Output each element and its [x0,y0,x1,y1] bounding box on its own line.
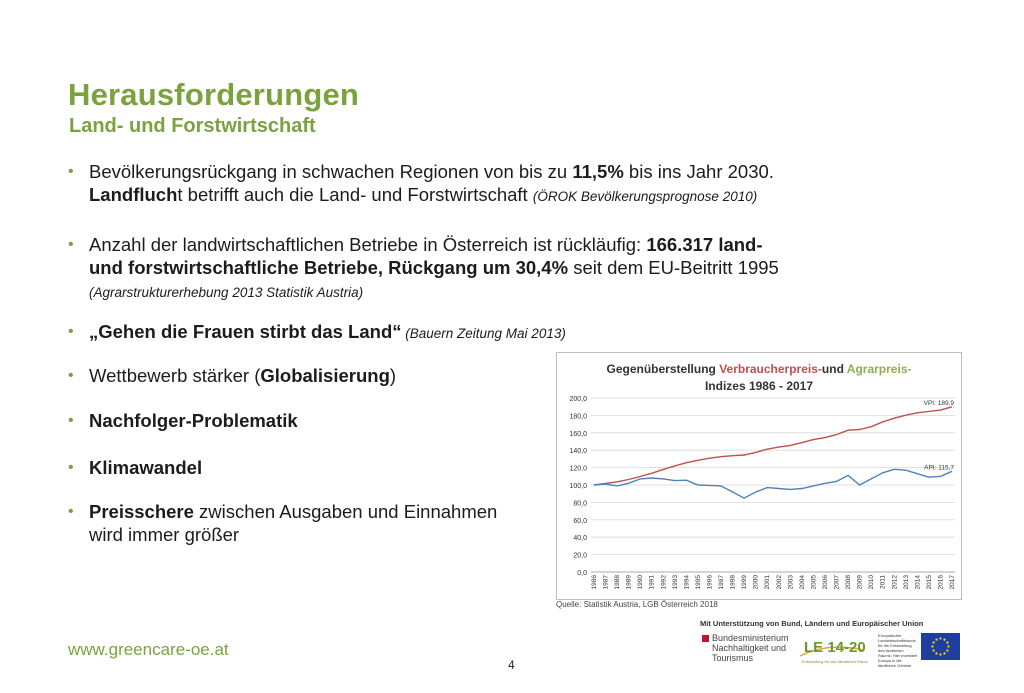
austria-flag-icon [702,635,709,642]
bullet-text: zwischen Ausgaben und Einnahmen [193,501,498,522]
le-logo [798,636,868,664]
eu-fund-text: Europäischer Landwirtschaftsfonds für die Entwicklung des ländlichen Raums: Hier investiert Europa in die ländlichen Gebiete [878,633,918,668]
x-tick-label: 2015 [925,575,933,590]
bullet-bold: und forstwirtschaftliche Betriebe, Rückgang um 30,4% [89,257,569,278]
x-tick-label: 2013 [902,575,910,590]
eu-flag-icon [921,633,960,660]
x-tick-label: 2010 [868,575,876,590]
x-tick-label: 1997 [718,575,726,590]
eu-star [939,637,941,639]
x-tick-label: 2005 [810,575,818,590]
bullet-text: bis ins Jahr 2030. [623,161,774,182]
bullet-bold: Globalisierung [260,365,390,386]
y-tick-label: 140,0 [569,448,587,456]
bullet-item [68,233,779,304]
x-tick-label: 1986 [591,575,598,590]
eu-star [935,652,937,654]
bullet-text: t betrifft auch die Land- und Forstwirtschaft [177,184,533,205]
series-end-label: VPI: 189,9 [923,399,954,407]
bullet-item [68,320,566,345]
y-tick-label: 100,0 [569,483,587,490]
eu-star [933,641,935,643]
bullet-source: (Agrarstrukturerhebung 2013 Statistik Austria) [89,285,364,300]
x-tick-label: 1998 [729,575,737,590]
bullet-bold: 11,5% [572,161,624,182]
eu-star [943,652,945,654]
x-tick-label: 1993 [671,575,679,590]
bullet-bold: Landfluch [89,184,178,205]
bullet-bold: Nachfolger-Problematik [89,410,298,431]
series-line-vpi [594,407,952,485]
x-tick-label: 2006 [821,575,829,590]
chart-title-part: Verbraucherpreis- [719,362,822,376]
x-tick-label: 1990 [637,575,645,590]
bullet-text: Wettbewerb stärker ( [89,365,261,386]
x-tick-label: 2008 [845,575,853,590]
eu-star [943,639,945,641]
series-line-api [594,469,952,498]
y-tick-label: 40,0 [573,535,587,543]
eu-star [935,639,937,641]
x-tick-label: 2001 [764,575,772,590]
slide-subtitle: Land- und Forstwirtschaft [69,115,316,137]
bullet-dot: • [68,163,74,180]
y-tick-label: 0,0 [577,570,587,577]
bullet-item [68,364,396,387]
bullet-dot: • [68,323,74,340]
bullet-dot: • [68,503,74,520]
eu-star [939,653,941,655]
bullet-item [68,456,202,479]
x-tick-label: 2009 [856,575,864,590]
ministry-logo [702,633,792,663]
x-tick-label: 1995 [694,575,702,590]
y-tick-label: 200,0 [569,396,587,403]
eu-star [947,645,949,647]
chart-title-part: Indizes 1986 - 2017 [704,379,814,393]
y-tick-label: 120,0 [569,465,587,473]
bullet-text: wird immer größer [89,524,240,545]
x-tick-label: 1987 [602,575,610,590]
eu-star [946,649,948,651]
ministry-line: Nachhaltigkeit und [712,643,787,653]
chart-title-part: Gegenüberstellung [606,362,720,376]
x-tick-label: 2000 [752,575,760,590]
x-tick-label: 2014 [914,575,922,590]
x-tick-label: 2012 [891,575,899,590]
y-tick-label: 180,0 [569,413,587,421]
x-tick-label: 2003 [787,575,795,590]
series-end-label: API: 115,7 [924,464,954,472]
bullet-item [68,500,539,546]
bullet-bold: „Gehen die Frauen stirbt das Land“ [89,321,402,342]
x-tick-label: 2011 [879,575,887,589]
bullet-text: seit dem EU-Beitritt 1995 [568,257,779,278]
bullet-dot: • [68,367,74,384]
slide-title: Herausforderungen [68,77,360,112]
bullet-dot: • [68,459,74,476]
bullet-dot: • [68,412,74,429]
eu-star [931,645,933,647]
x-tick-label: 2017 [949,575,956,590]
eu-star [933,649,935,651]
x-tick-label: 2016 [937,575,945,590]
bullet-source: (ÖROK Bevölkerungsprognose 2010) [532,189,758,204]
bullet-bold: Klimawandel [89,457,203,478]
price-index-chart [556,352,962,600]
bullet-source: (Bauern Zeitung Mai 2013) [401,326,566,341]
bullet-text: Anzahl der landwirtschaftlichen Betriebe in Österreich ist rückläufig: [89,234,647,255]
x-tick-label: 1994 [683,575,691,590]
ministry-line: Tourismus [712,653,754,663]
bullet-text: Bevölkerungsrückgang in schwachen Regionen von bis zu [89,161,573,182]
x-tick-label: 1988 [614,575,622,590]
eu-stars-icon [921,633,960,660]
bullet-dot: • [68,236,74,253]
chart-title-part: und [821,362,847,376]
x-tick-label: 2007 [833,575,841,590]
y-tick-label: 60,0 [573,517,587,525]
website-url[interactable]: www.greencare-oe.at [68,640,229,659]
bullet-item [68,409,298,432]
y-tick-label: 160,0 [569,430,587,438]
bullet-item [68,160,774,208]
le-logo-text: LE 14-20 [804,639,866,656]
x-tick-label: 1999 [741,575,749,590]
chart-source: Quelle: Statistik Austria, LGB Österreich 2018 [556,600,718,609]
ministry-line: Bundesministerium [712,633,789,643]
support-text: Mit Unterstützung von Bund, Ländern und Europäischer Union [700,619,924,628]
bullet-bold: Preisschere [89,501,194,522]
chart-title-part: Agrarpreis- [846,362,912,376]
le-logo-subtext: Entwicklung für den ländlichen Raum [802,659,868,664]
x-tick-label: 2002 [775,575,783,590]
eu-star [946,641,948,643]
chart-plot [557,353,961,599]
x-tick-label: 1989 [625,575,633,590]
x-tick-label: 1996 [706,575,714,590]
x-tick-label: 2004 [798,575,806,590]
page-number: 4 [508,658,515,672]
x-tick-label: 1992 [660,575,668,590]
bullet-text: ) [389,365,397,386]
y-tick-label: 80,0 [573,500,587,508]
y-tick-label: 20,0 [573,552,587,560]
x-tick-label: 1991 [648,575,656,590]
bullet-bold: 166.317 land- [646,234,763,255]
